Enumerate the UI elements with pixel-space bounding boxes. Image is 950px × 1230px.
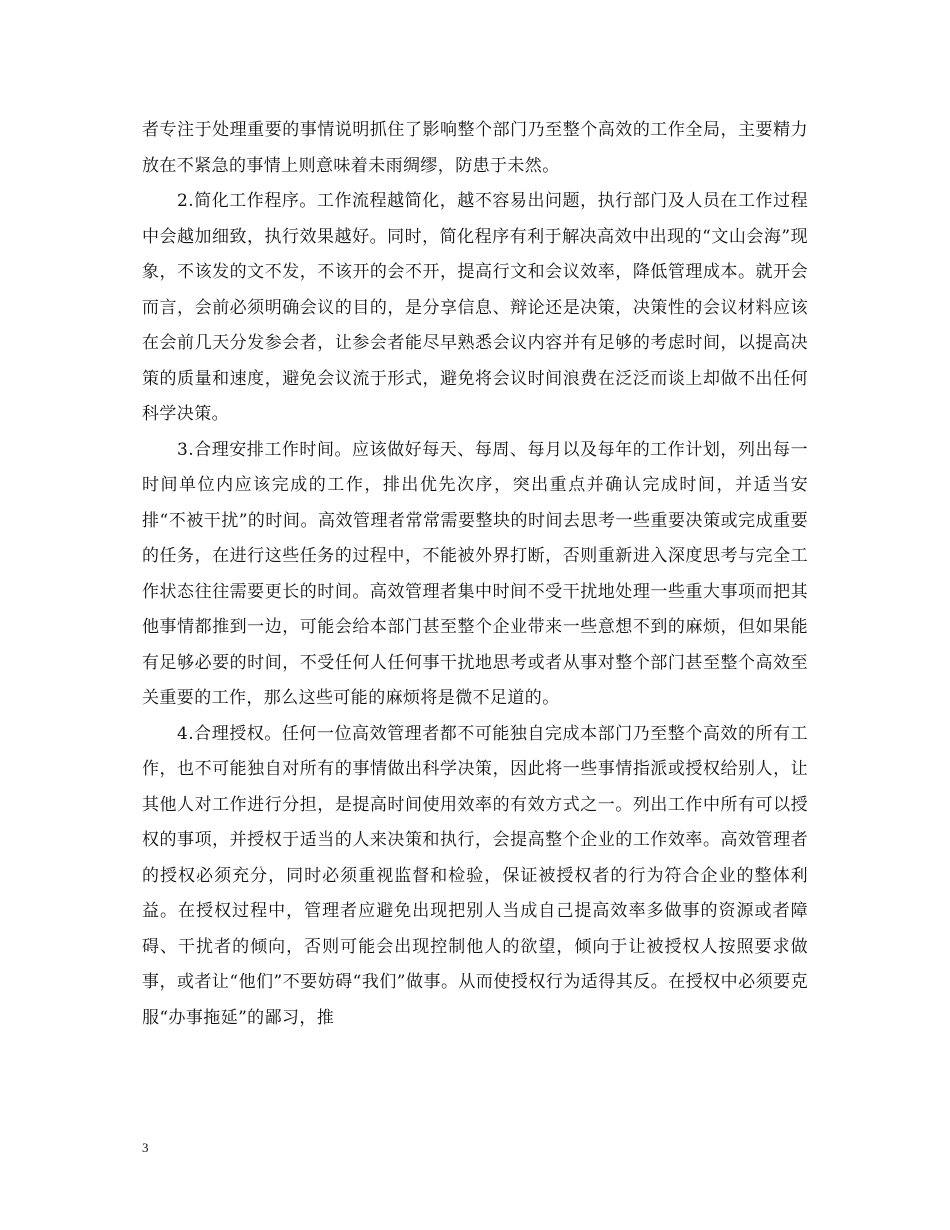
paragraph-arrange-work-time: 3.合理安排工作时间。应该做好每天、每周、每月以及每年的工作计划，列出每一时间单位内应该完成的工作，排出优先次序，突出重点并确认完成时间，并适当安排“不被干扰”的时间。高效管理者常常需要整块的时间去思考一些重要决策或完成重要的任务，在进行这些任务的过程中，不能被外界打断，否则重新进入深度思考与完全工作状态往往需要更长的时间。高效管理者集中时间不受干扰地处理一些重大事项而把其他事情都推到一边，可能会给本部门甚至整个企业带来一些意想不到的麻烦，但如果能有足够必要的时间，不受任何人任何事干扰地思考或者从事对整个部门甚至整个高效至关重要的工作，那么这些可能的麻烦将是微不足道的。 [142, 439, 808, 708]
paragraph-simplify-procedures: 2.简化工作程序。工作流程越简化，越不容易出问题，执行部门及人员在工作过程中会越加细致，执行效果越好。同时，简化程序有利于解决高效中出现的“文山会海”现象，不该发的文不发，不该开的会不开，提高行文和会议效率，降低管理成本。就开会而言，会前必须明确会议的目的，是分享信息、辩论还是决策，决策性的会议材料应该在会前几天分发参会者，让参会者能尽早熟悉会议内容并有足够的考虑时间，以提高决策的质量和速度，避免会议流于形式，避免将会议时间浪费在泛泛而谈上却做不出任何科学决策。 [142, 191, 808, 424]
paragraph-reasonable-authorization: 4.合理授权。任何一位高效管理者都不可能独自完成本部门乃至整个高效的所有工作，也不可能独自对所有的事情做出科学决策，因此将一些事情指派或授权给别人，让其他人对工作进行分担，是提高时间使用效率的有效方式之一。列出工作中所有可以授权的事项，并授权于适当的人来决策和执行，会提高整个企业的工作效率。高效管理者的授权必须充分，同时必须重视监督和检验，保证被授权者的行为符合企业的整体利益。在授权过程中，管理者应避免出现把别人当成自己提高效率多做事的资源或者障碍、干扰者的倾向，否则可能会出现控制他人的欲望，倾向于让被授权人按照要求做事，或者让“他们”不要妨碍“我们”做事。从而使授权行为适得其反。在授权中必须要克服“办事拖延”的鄙习，推 [142, 723, 808, 1028]
page-body [142, 113, 808, 1036]
paragraph-continuation: 者专注于处理重要的事情说明抓住了影响整个部门乃至整个高效的工作全局，主要精力放在不紧急的事情上则意味着未雨绸缪，防患于未然。 [142, 120, 808, 176]
page-number: 3 [142, 1140, 149, 1155]
